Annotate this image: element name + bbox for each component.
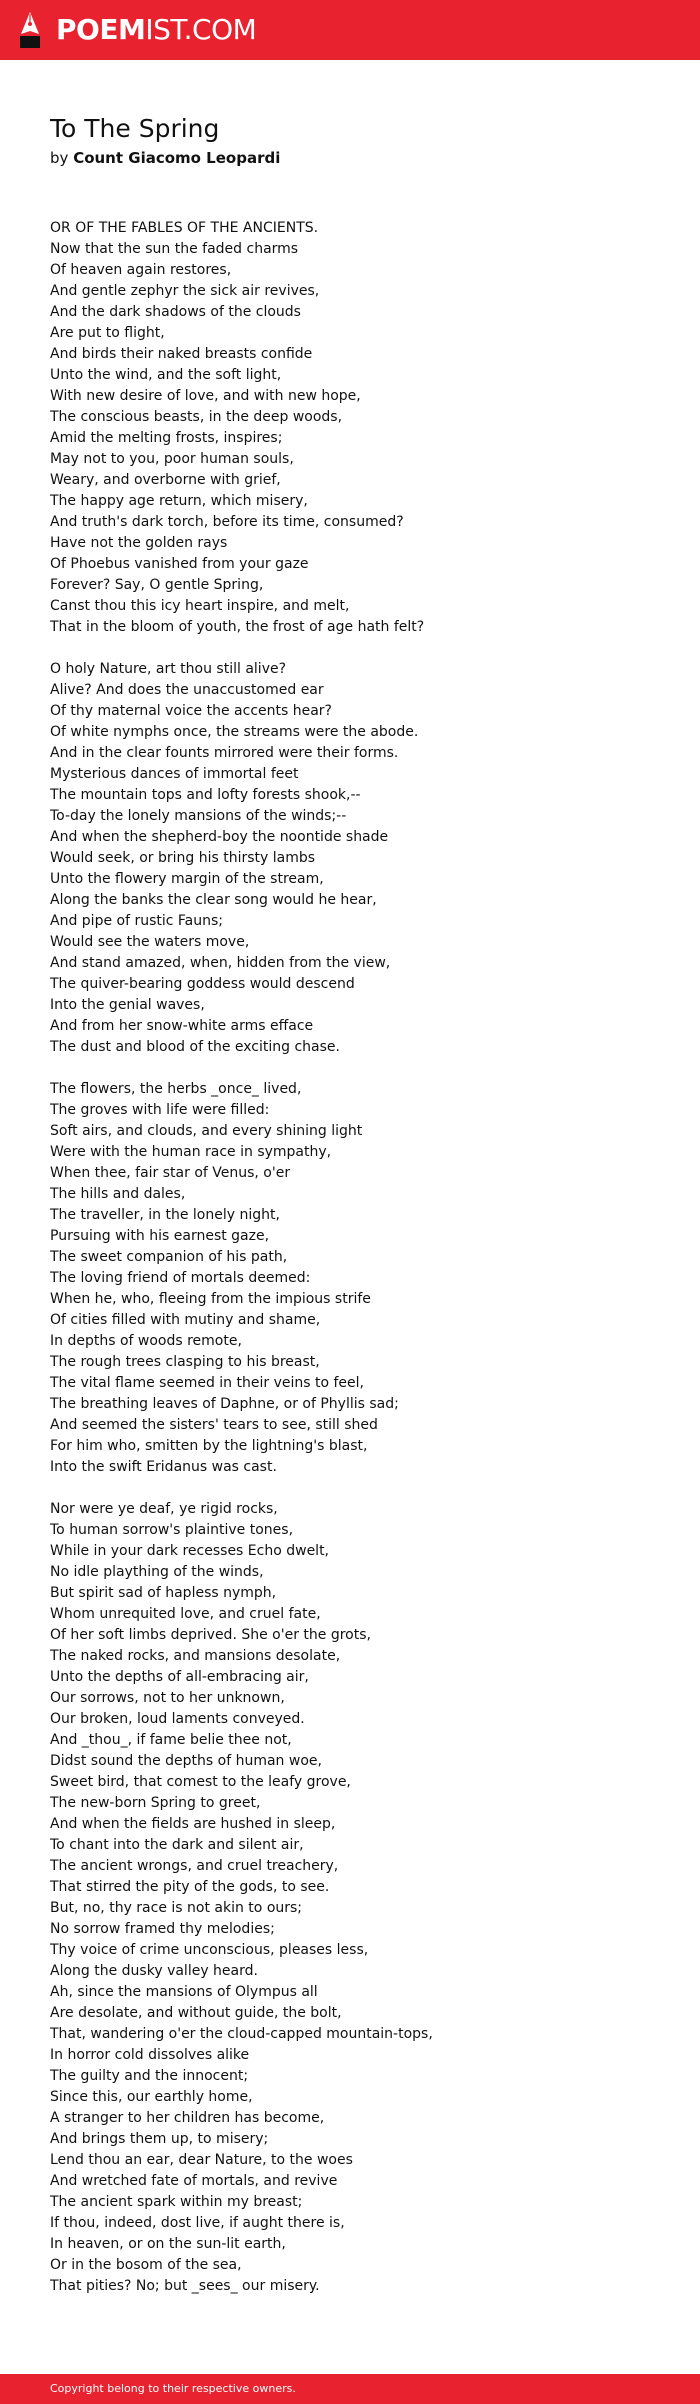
- poem-line: Along the banks the clear song would he hear,: [50, 892, 377, 908]
- poem-line: And gentle zephyr the sick air revives,: [50, 283, 320, 299]
- poem-line: Our sorrows, not to her unknown,: [50, 1690, 285, 1706]
- poem-line: Soft airs, and clouds, and every shining light: [50, 1123, 363, 1139]
- poem-line: With new desire of love, and with new hope,: [50, 388, 361, 404]
- logo-text-light: IST.COM: [145, 13, 257, 46]
- poem-stanza: [50, 659, 670, 1058]
- poem-line: The ancient spark within my breast;: [50, 2194, 303, 2210]
- poem-line: Unto the depths of all-embracing air,: [50, 1669, 309, 1685]
- poem-line: The naked rocks, and mansions desolate,: [50, 1648, 341, 1664]
- poem-line: No sorrow framed thy melodies;: [50, 1921, 275, 1937]
- poem-line: May not to you, poor human souls,: [50, 451, 294, 467]
- poem-line: And stand amazed, when, hidden from the view,: [50, 955, 391, 971]
- poem-line: Canst thou this icy heart inspire, and melt,: [50, 598, 350, 614]
- poem-line: To chant into the dark and silent air,: [50, 1837, 304, 1853]
- poem-line: And _thou_, if fame belie thee not,: [50, 1732, 292, 1748]
- poem-author: Count Giacomo Leopardi: [73, 149, 281, 167]
- poem-line: Alive? And does the unaccustomed ear: [50, 682, 324, 698]
- poem-line: The loving friend of mortals deemed:: [50, 1270, 311, 1286]
- poem-line: And birds their naked breasts confide: [50, 346, 313, 362]
- poem-line: Were with the human race in sympathy,: [50, 1144, 332, 1160]
- poem-line: The mountain tops and lofty forests shook,--: [50, 787, 361, 803]
- poem-line: In heaven, or on the sun-lit earth,: [50, 2236, 286, 2252]
- poem-line: The vital flame seemed in their veins to feel,: [50, 1375, 364, 1391]
- site-header: [0, 0, 700, 60]
- poem-line: No idle plaything of the winds,: [50, 1564, 264, 1580]
- poem-line: The traveller, in the lonely night,: [50, 1207, 280, 1223]
- poem-line: While in your dark recesses Echo dwelt,: [50, 1543, 330, 1559]
- logo-text-bold: POEM: [56, 13, 146, 46]
- poem-line: Lend thou an ear, dear Nature, to the woes: [50, 2152, 353, 2168]
- poem-line: If thou, indeed, dost live, if aught there is,: [50, 2215, 345, 2231]
- poem-line: Of Phoebus vanished from your gaze: [50, 556, 309, 572]
- poem-line: Have not the golden rays: [50, 535, 228, 551]
- poem-line: And truth's dark torch, before its time, consumed?: [50, 514, 404, 530]
- poem-line: But, no, thy race is not akin to ours;: [50, 1900, 303, 1916]
- poem-line: That, wandering o'er the cloud-capped mountain-tops,: [50, 2026, 433, 2042]
- poem-line: The dust and blood of the exciting chase.: [50, 1039, 340, 1055]
- poem-line: In depths of woods remote,: [50, 1333, 242, 1349]
- poem-line: The breathing leaves of Daphne, or of Phyllis sad;: [50, 1396, 399, 1412]
- poem-line: Are put to flight,: [50, 325, 165, 341]
- poem-line: Of white nymphs once, the streams were the abode.: [50, 724, 419, 740]
- poem-line: The quiver-bearing goddess would descend: [50, 976, 355, 992]
- poem-line: Forever? Say, O gentle Spring,: [50, 577, 264, 593]
- poem-line: Since this, our earthly home,: [50, 2089, 253, 2105]
- poem-line: Of heaven again restores,: [50, 262, 232, 278]
- poem-title: To The Spring: [50, 114, 220, 143]
- poem-line: And from her snow-white arms efface: [50, 1018, 314, 1034]
- poem-line: The groves with life were filled:: [50, 1102, 270, 1118]
- poem-line: And pipe of rustic Fauns;: [50, 913, 224, 929]
- poem-line: Would see the waters move,: [50, 934, 250, 950]
- poem-stanza: [50, 1079, 670, 1478]
- fountain-pen-nib-icon: [18, 10, 42, 50]
- poem-line: The ancient wrongs, and cruel treachery,: [50, 1858, 339, 1874]
- poem-line: That stirred the pity of the gods, to see.: [50, 1879, 330, 1895]
- by-label: by: [50, 149, 69, 167]
- poem-line: Whom unrequited love, and cruel fate,: [50, 1606, 321, 1622]
- poem-line: Pursuing with his earnest gaze,: [50, 1228, 270, 1244]
- poem-line: Into the genial waves,: [50, 997, 205, 1013]
- poem-line: And brings them up, to misery;: [50, 2131, 269, 2147]
- poem-line: Unto the flowery margin of the stream,: [50, 871, 324, 887]
- poem-line: And seemed the sisters' tears to see, still shed: [50, 1417, 378, 1433]
- poem-line: Of thy maternal voice the accents hear?: [50, 703, 332, 719]
- poem-line: And the dark shadows of the clouds: [50, 304, 301, 320]
- poem-body: [50, 218, 670, 2318]
- poem-line: The guilty and the innocent;: [50, 2068, 249, 2084]
- poem-line: Would seek, or bring his thirsty lambs: [50, 850, 316, 866]
- poem-line: The new-born Spring to greet,: [50, 1795, 261, 1811]
- poem-line: Didst sound the depths of human woe,: [50, 1753, 322, 1769]
- poem-stanza: [50, 218, 670, 638]
- poem-line: O holy Nature, art thou still alive?: [50, 661, 287, 677]
- poem-line: And in the clear founts mirrored were their forms.: [50, 745, 399, 761]
- poem-line: The sweet companion of his path,: [50, 1249, 288, 1265]
- poem-line: Thy voice of crime unconscious, pleases less,: [50, 1942, 369, 1958]
- poem-byline: [50, 147, 280, 169]
- poem-line: Mysterious dances of immortal feet: [50, 766, 299, 782]
- poem-line: And wretched fate of mortals, and revive: [50, 2173, 338, 2189]
- poem-line: When thee, fair star of Venus, o'er: [50, 1165, 291, 1181]
- poem-line: But spirit sad of hapless nymph,: [50, 1585, 277, 1601]
- poem-line: The conscious beasts, in the deep woods,: [50, 409, 343, 425]
- poem-line: For him who, smitten by the lightning's blast,: [50, 1438, 368, 1454]
- poem-line: And when the shepherd-boy the noontide shade: [50, 829, 389, 845]
- poem-line: Of cities filled with mutiny and shame,: [50, 1312, 321, 1328]
- site-logo-link[interactable]: [18, 10, 256, 50]
- poem-line: Into the swift Eridanus was cast.: [50, 1459, 277, 1475]
- poem-line: That pities? No; but _sees_ our misery.: [50, 2278, 320, 2294]
- poem-line: A stranger to her children has become,: [50, 2110, 325, 2126]
- poem-line: In horror cold dissolves alike: [50, 2047, 250, 2063]
- poem-line: And when the fields are hushed in sleep,: [50, 1816, 336, 1832]
- poem-line: The happy age return, which misery,: [50, 493, 308, 509]
- site-footer: [0, 2374, 700, 2404]
- poem-line: The rough trees clasping to his breast,: [50, 1354, 320, 1370]
- copyright-text: Copyright belong to their respective owners.: [50, 2382, 296, 2395]
- poem-line: Along the dusky valley heard.: [50, 1963, 258, 1979]
- poem-line: The flowers, the herbs _once_ lived,: [50, 1081, 302, 1097]
- site-logo-text: [56, 10, 256, 50]
- poem-line: Unto the wind, and the soft light,: [50, 367, 282, 383]
- poem-line: OR OF THE FABLES OF THE ANCIENTS.: [50, 220, 319, 236]
- poem-line: Or in the bosom of the sea,: [50, 2257, 242, 2273]
- poem-line: Nor were ye deaf, ye rigid rocks,: [50, 1501, 278, 1517]
- poem-line: Of her soft limbs deprived. She o'er the grots,: [50, 1627, 371, 1643]
- poem-line: Sweet bird, that comest to the leafy grove,: [50, 1774, 351, 1790]
- poem-line: Ah, since the mansions of Olympus all: [50, 1984, 318, 2000]
- poem-line: Weary, and overborne with grief,: [50, 472, 281, 488]
- poem-line: That in the bloom of youth, the frost of age hath felt?: [50, 619, 425, 635]
- poem-line: To-day the lonely mansions of the winds;--: [50, 808, 347, 824]
- poem-line: The hills and dales,: [50, 1186, 186, 1202]
- poem-line: When he, who, fleeing from the impious strife: [50, 1291, 371, 1307]
- poem-stanza: [50, 1499, 670, 2297]
- poem-line: To human sorrow's plaintive tones,: [50, 1522, 294, 1538]
- poem-line: Our broken, loud laments conveyed.: [50, 1711, 305, 1727]
- poem-line: Are desolate, and without guide, the bolt,: [50, 2005, 342, 2021]
- poem-line: Now that the sun the faded charms: [50, 241, 299, 257]
- poem-line: Amid the melting frosts, inspires;: [50, 430, 283, 446]
